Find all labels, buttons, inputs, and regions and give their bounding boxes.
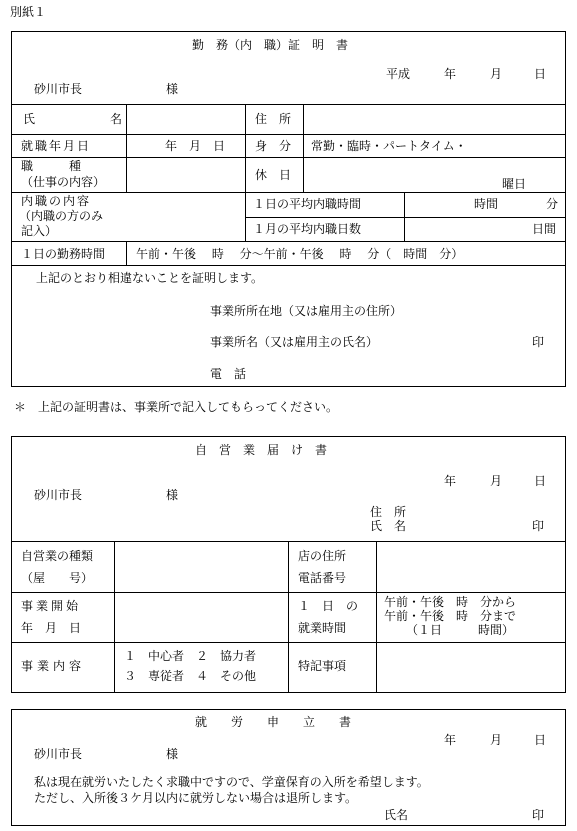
daily-hours-label-2: 就業時間: [298, 621, 347, 635]
form3-body-1: 私は現在就労いたしたく求職中ですので、学童保育の入所を希望します。: [34, 775, 429, 789]
business-type-label-2: （屋 号）: [21, 571, 94, 585]
form2-title: 自 営 業 届 け 書: [195, 443, 328, 457]
form2-name-label: 氏 名: [370, 519, 407, 533]
holiday-label: 休 日: [255, 168, 292, 182]
form2-month: 月: [490, 474, 503, 488]
form1-sama: 様: [166, 82, 179, 96]
avg-days-value: 日間: [532, 222, 557, 236]
daily-hours-value: 午前・午後 時 分～午前・午後 時 分（ 時間 分）: [136, 247, 464, 261]
hours-line-2: 午前・午後 時 分まで: [384, 609, 517, 623]
form1-era: 平成: [386, 67, 411, 81]
name-label-a: 氏: [23, 112, 36, 126]
content-line-2: ３ 専従者 ４ その他: [124, 669, 257, 683]
hire-date-value: 年 月 日: [165, 139, 226, 153]
avg-hours-h: 時間: [474, 197, 499, 211]
form1-addressee: 砂川市長: [34, 82, 83, 96]
daily-hours-label-1: １ 日 の: [298, 599, 359, 613]
holiday-suffix: 曜日: [502, 177, 527, 191]
form1-day: 日: [534, 67, 547, 81]
form1-year: 年: [444, 67, 457, 81]
note-text: ＊ 上記の証明書は、事業所で記入してもらってください。: [14, 400, 339, 414]
form3-body-2: ただし、入所後３ケ月以内に就労しない場合は退所します。: [34, 791, 358, 805]
hours-line-1: 午前・午後 時 分から: [384, 595, 517, 609]
status-value: 常勤・臨時・パートタイム・: [311, 139, 467, 153]
avg-hours-label: １日の平均内職時間: [253, 197, 362, 211]
form3-month: 月: [490, 733, 503, 747]
home-work-label-1: 内職の内容: [21, 194, 92, 208]
form3-year: 年: [444, 733, 457, 747]
certify-text: 上記のとおり相違ないことを証明します。: [36, 271, 264, 285]
business-type-label-1: 自営業の種類: [21, 549, 94, 563]
form3-addressee: 砂川市長: [34, 747, 83, 761]
form2-day: 日: [534, 474, 547, 488]
form2-seal: 印: [532, 519, 545, 533]
start-label-2: 年 月 日: [21, 621, 82, 635]
form1-title: 勤 務（内 職）証 明 書: [192, 38, 349, 52]
office-address: 事業所所在地（又は雇用主の住所）: [210, 304, 403, 318]
form2-addressee: 砂川市長: [34, 488, 83, 502]
form2-address-label: 住 所: [370, 505, 407, 519]
office-name: 事業所名（又は雇用主の氏名）: [210, 335, 379, 349]
home-work-label-2: （内職の方のみ: [19, 209, 104, 223]
form3-sama: 様: [166, 747, 179, 761]
home-work-label-3: 記入）: [21, 224, 58, 238]
start-label-1: 事業開始: [21, 599, 82, 613]
avg-days-label: １月の平均内職日数: [253, 222, 362, 236]
avg-hours-m: 分: [546, 197, 559, 211]
job-label-a: 職 種: [21, 159, 82, 173]
form1-seal: 印: [532, 335, 545, 349]
shop-address-label: 店の住所: [298, 549, 347, 563]
form3-day: 日: [534, 733, 547, 747]
special-label: 特記事項: [298, 659, 347, 673]
job-label-b: （仕事の内容）: [21, 175, 106, 189]
form3-seal: 印: [532, 808, 545, 822]
status-label: 身 分: [255, 139, 292, 153]
form3-name-label: 氏名: [384, 808, 409, 822]
shop-phone-label: 電話番号: [298, 571, 347, 585]
content-line-1: １ 中心者 ２ 協力者: [124, 649, 257, 663]
hours-line-3: （１日 時間）: [406, 623, 515, 637]
name-label-b: 名: [110, 112, 123, 126]
address-label: 住 所: [255, 112, 292, 126]
attachment-label: 別紙１: [10, 5, 47, 19]
form3-title: 就 労 申 立 書: [195, 715, 352, 729]
hire-date-label: 就職年月日: [21, 139, 92, 153]
form2-sama: 様: [166, 488, 179, 502]
daily-hours-label: １日の勤務時間: [21, 247, 106, 261]
form2-year: 年: [444, 474, 457, 488]
form1-month: 月: [490, 67, 503, 81]
content-label: 事業内容: [21, 659, 86, 673]
phone-label: 電 話: [210, 367, 247, 381]
